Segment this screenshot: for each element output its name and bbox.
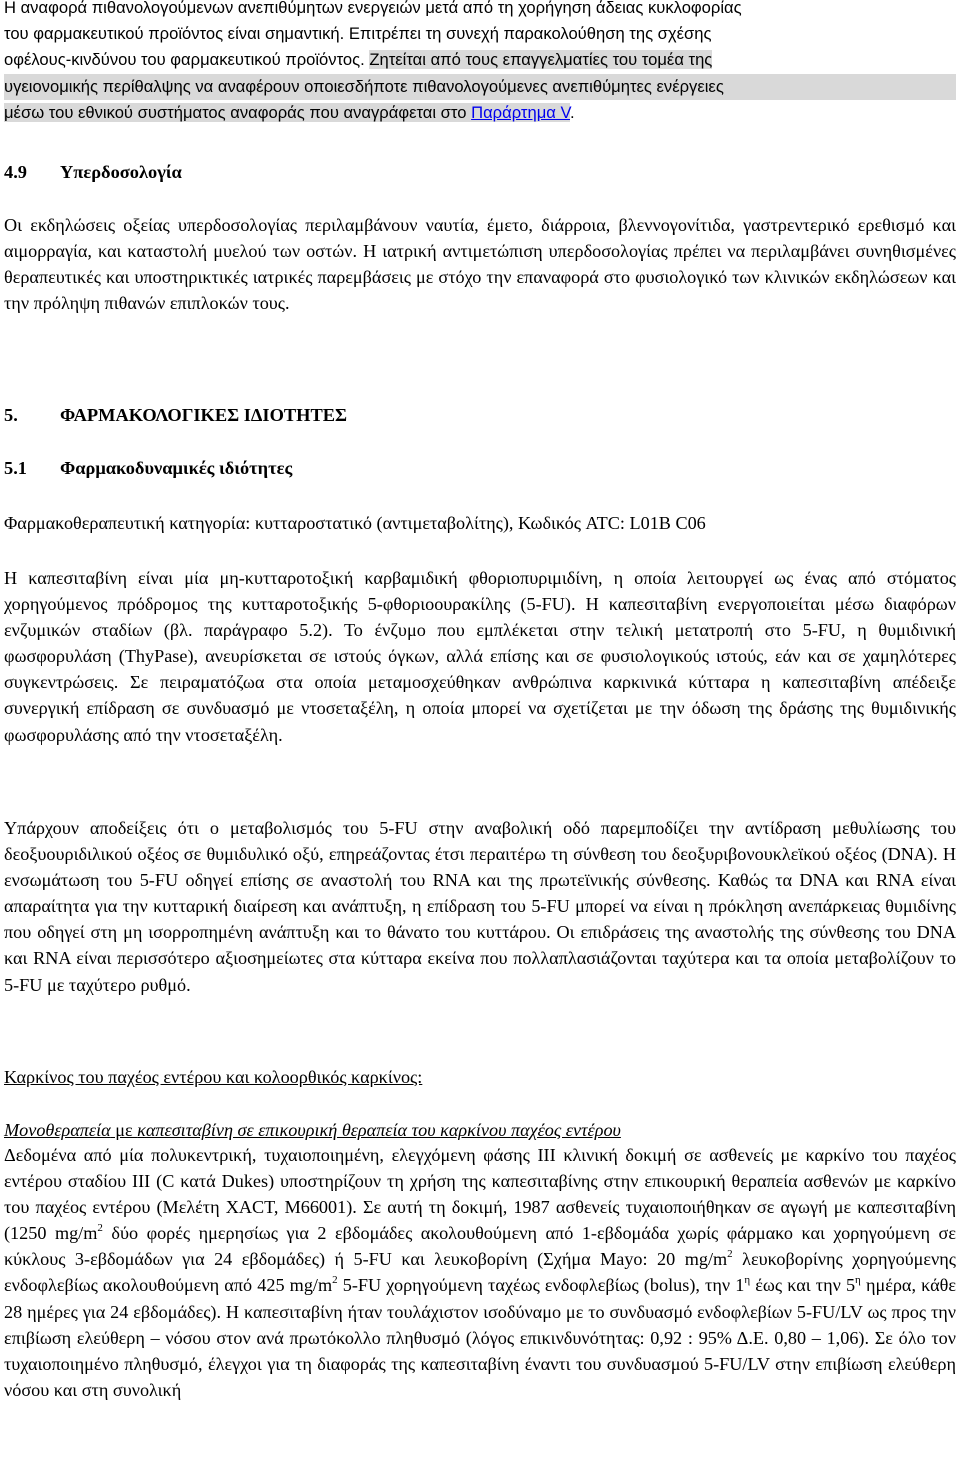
section-5-number: 5. — [4, 405, 18, 425]
p3-2: δύο φορές ημερησίως για 2 εβδομάδες ακολουθούμενη από 1-εβδομάδα χωρίς φάρμακο και χορηγούμενη σε κύκλους 3-εβδομάδων για 24 εβδομάδες) ή 5-FU και λευκοβορίνη (Σχήμα Mayo: 20 mg/m — [4, 1223, 956, 1270]
subheading-text: Καρκίνος του παχέος εντέρου και κολοορθικός καρκίνος: — [4, 1067, 423, 1087]
overdose-paragraph — [4, 212, 956, 316]
intro-line-3a: οφέλους-κινδύνου του φαρμακευτικού προϊόντος. — [4, 50, 370, 70]
overdose-text-b: Η ιατρική αντιμετώπιση υπερδοσολογίας πρέπει να περιλαμβάνει συνηθισμένες θεραπευτικές και υποστηρικτικές ιατρικές παρεμβάσεις με στόχο την επαναφορά στο φυσιολογικό των κλινικών εκδηλώσεων και την πρόληψη πιθανών επιπλοκών τους. — [4, 241, 957, 314]
p3-3: λευκοβορίνης χορηγούμενης ενδοφλεβίως ακολουθούμενη από 425 mg/m — [4, 1249, 956, 1296]
adverse-reaction-reporting-paragraph — [4, 0, 956, 126]
section-4-9-number: 4.9 — [4, 162, 27, 182]
intro-line-5: μέσω του εθνικού συστήματος αναφοράς που αναγράφεται στο — [4, 102, 472, 122]
section-4-9-heading — [4, 159, 956, 185]
para1-text: Η καπεσιταβίνη είναι μία μη-κυτταροτοξική καρβαμιδική φθοριοπυριμιδίνη, η οποία λειτουργεί ως ένας από στόματος χορηγούμενος πρόδρομος της κυτταροτοξικής 5-φθοριοουρακίλης (5-FU). Η καπεσιταβίνη ενεργοποιείται μέσω διαφόρων ενζυμικών σταδίων (βλ. παράγραφο 5.2). Το ένζυμο που εμπλέκεται στην τελική μετατροπή στο 5-FU, η θυμιδινική φωσφορυλάση (ThyPase), ανευρίσκεται σε ιστούς όγκων, αλλά επίσης και σε φυσιολογικούς ιστούς, εάν και σε χαμηλότερες συγκεντρώσεις. Σε πειραματόζωα στα οποία μεταμοσχεύθηκαν ανθρώπινα καρκινικά κύτταρα η καπεσιταβίνη απέδειξε συνεργική επίδραση σε συνδυασμό με ντοσεταξέλη, η οποία μπορεί να σχετίζεται με την όδωση της δράσης της θυμιδινικής φωσφορυλάσης από την ντοσεταξέλη. — [4, 568, 956, 745]
section-5-title: ΦΑΡΜΑΚΟΛΟΓΙΚΕΣ ΙΔΙΟΤΗΤΕΣ — [60, 405, 348, 425]
sup-2c: 2 — [332, 1274, 338, 1287]
xact-study-paragraph — [4, 1142, 956, 1403]
mono-b: με — [110, 1120, 138, 1140]
sup-2b: 2 — [727, 1248, 733, 1261]
p3-1: Δεδομένα από μία πολυκεντρική, τυχαιοποιημένη, ελεγχόμενη φάσης III κλινική δοκιμή σε ασθενείς με καρκίνο του παχέος εντέρου σταδίου III (C κατά Dukes) υποστηρίζουν τη χρήση της καπεσιταβίνης στην επικουρική θεραπεία ασθενών με καρκίνο του παχέος εντέρου (Μελέτη XACT, M66001). Σε αυτή τη δοκιμή, 1987 ασθενείς τυχαιοποιήθηκαν σε αγωγή με καπεσιταβίνη (1250 mg/m — [4, 1145, 956, 1244]
section-5-1-number: 5.1 — [4, 458, 27, 478]
p3-6: ημέρα, κάθε 28 ημέρες για 24 εβδομάδες). Η καπεσιταβίνη ήταν τουλάχιστον ισοδύναμο με το συνδυασμό ενδοφλεβίων 5-FU/LV ως προς την επιβίωση ελεύθερη – νόσου στον ανά πρωτόκολλο πληθυσμό (λόγος επικινδυνότητας: 0,92 : 95% Δ.Ε. 0,80 – 1,06). Σε όλο τον τυχαιοποιημένο πληθυσμό, έλεγχοι για τη διαφοράς της καπεσιταβίνη έναντι του συνδυασμού 5-FU/LV στην επιβίωση ελεύθερη νόσου και στη συνολική — [4, 1275, 957, 1400]
intro-line-4: υγειονομικής περίθαλψης να αναφέρουν οποιεσδήποτε πιθανολογούμενες ανεπιθύμητες ενέργειες — [4, 76, 724, 96]
monotherapy-heading — [4, 1117, 956, 1143]
5fu-metabolism-paragraph — [4, 815, 956, 998]
section-5-1-heading — [4, 455, 956, 481]
intro-line-2: του φαρμακευτικού προϊόντος είναι σημαντική. Επιτρέπει τη συνεχή παρακολούθηση της σχέσης — [4, 24, 712, 44]
atc-text: Φαρμακοθεραπευτική κατηγορία: κυτταροστατικό (αντιμεταβολίτης), Κωδικός ATC: L01B C06 — [4, 513, 706, 533]
sup-h1: η — [744, 1274, 751, 1287]
section-5-heading — [4, 402, 956, 428]
annex-v-link[interactable]: Παράρτημα V — [471, 102, 570, 122]
para2-text: Υπάρχουν αποδείξεις ότι ο μεταβολισμός του 5-FU στην αναβολική οδό παρεμποδίζει την αντίδραση μεθυλίωσης του δεοξυουριδιλικού οξέος σε θυμιδυλικό οξύ, επηρεάζοντας έτσι περαιτέρω τη σύνθεση του δεοξυριβονουκλεϊκού οξέος (DNA). Η ενσωμάτωση του 5-FU οδηγεί επίσης σε αναστολή του RNA και της πρωτεϊνικής σύνθεσης. Καθώς τα DNA και RNA είναι απαραίτητα για την κυτταρική διαίρεση και ανάπτυξη, η επίδραση του 5-FU μπορεί να είναι η πρόκληση ανεπάρκειας θυμιδίνης που οδηγεί στη μη ισορροπημένη ανάπτυξη και το θάνατο του κυττάρου. Οι επιδράσεις της αναστολής της σύνθεσης του DNA και RNA είναι περισσότερο αξιοσημείωτες στα κύτταρα εκείνα που πολλαπλασιάζονται ταχύτερα και τα οποία μεταβολίζουν το 5-FU με ταχύτερο ρυθμό. — [4, 818, 956, 995]
intro-line-5-end: . — [570, 102, 575, 122]
intro-line-3b: Ζητείται από τους επαγγελματίες του τομέα της — [369, 50, 713, 70]
capecitabine-mechanism-paragraph — [4, 565, 956, 748]
section-5-1-title: Φαρμακοδυναμικές ιδιότητες — [60, 458, 293, 478]
p3-5: έως και την 5 — [750, 1275, 856, 1296]
overdose-text-a: Οι εκδηλώσεις οξείας υπερδοσολογίας περιλαμβάνουν ναυτία, έμετο, διάρροια, βλεννογονίτιδα, γαστρεντερικό ερεθισμό και αιμορραγία, και καταστολή μυελού των οστών. — [4, 215, 956, 262]
section-4-9-title: Υπερδοσολογία — [60, 162, 182, 182]
colorectal-cancer-subheading — [4, 1064, 956, 1090]
mono-a: Μονοθεραπεία — [4, 1120, 111, 1140]
mono-d: σε επικουρική θεραπεία του καρκίνου παχέος εντέρου — [233, 1120, 621, 1140]
intro-line-1: Η αναφορά πιθανολογούμενων ανεπιθύμητων ενεργειών μετά από τη χορήγηση άδειας κυκλοφορίας — [4, 0, 742, 17]
atc-line — [4, 510, 956, 536]
sup-h2: η — [855, 1274, 861, 1287]
p3-4: 5-FU χορηγούμενη ταχέως ενδοφλεβίως (bolus), την 1 — [337, 1275, 745, 1296]
sup-2a: 2 — [97, 1222, 103, 1235]
mono-c: καπεσιταβίνη — [137, 1120, 233, 1140]
